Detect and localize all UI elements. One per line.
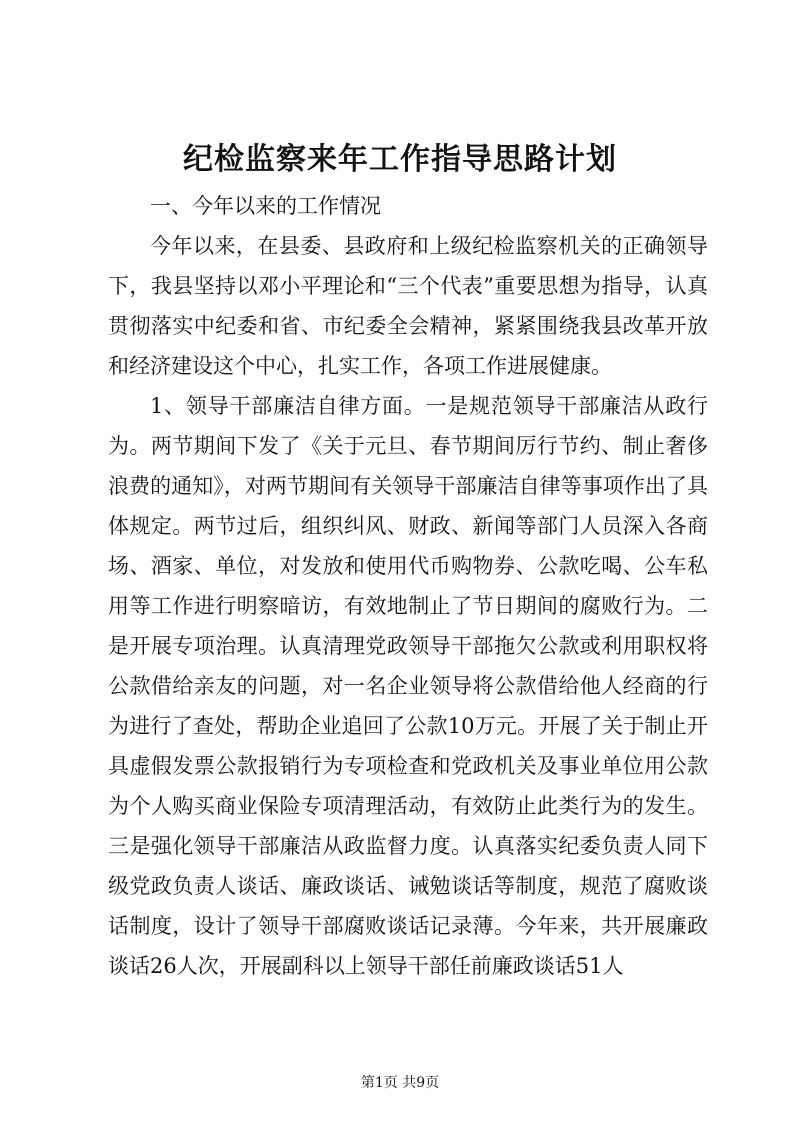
page-number-footer: 第1页 共9页 [360,1075,440,1091]
paragraph-intro: 今年以来，在县委、县政府和上级纪检监察机关的正确领导下，我县坚持以邓小平理论和“三个代表”重要思想为指导，认真贯彻落实中纪委和省、市纪委全会精神，紧紧围绕我县改革开放和经济建设这个中心，扎实工作，各项工作进展健康。 [108,234,708,378]
document-body [108,186,708,986]
paragraph-self-discipline: 1、领导干部廉洁自律方面。一是规范领导干部廉洁从政行为。两节期间下发了《关于元旦、春节期间厉行节约、制止奢侈浪费的通知》，对两节期间有关领导干部廉洁自律等事项作出了具体规定。两节过后，组织纠风、财政、新闻等部门人员深入各商场、酒家、单位，对发放和使用代币购物券、公款吃喝、公车私用等工作进行明察暗访，有效地制止了节日期间的腐败行为。二是开展专项治理。认真清理党政领导干部拖欠公款或利用职权将公款借给亲友的问题，对一名企业领导将公款借给他人经商的行为进行了查处，帮助企业追回了公款10万元。开展了关于制止开具虚假发票公款报销行为专项检查和党政机关及事业单位用公款为个人购买商业保险专项清理活动，有效防止此类行为的发生。三是强化领导干部廉洁从政监督力度。认真落实纪委负责人同下级党政负责人谈话、廉政谈话、诫勉谈话等制度，规范了腐败谈话制度，设计了领导干部腐败谈话记录薄。今年来，共开展廉政谈话26人次，开展副科以上领导干部任前廉政谈话51人 [108,394,708,978]
document-title: 纪检监察来年工作指导思路计划 [183,142,617,177]
section-heading: 一、今年以来的工作情况 [150,194,381,218]
